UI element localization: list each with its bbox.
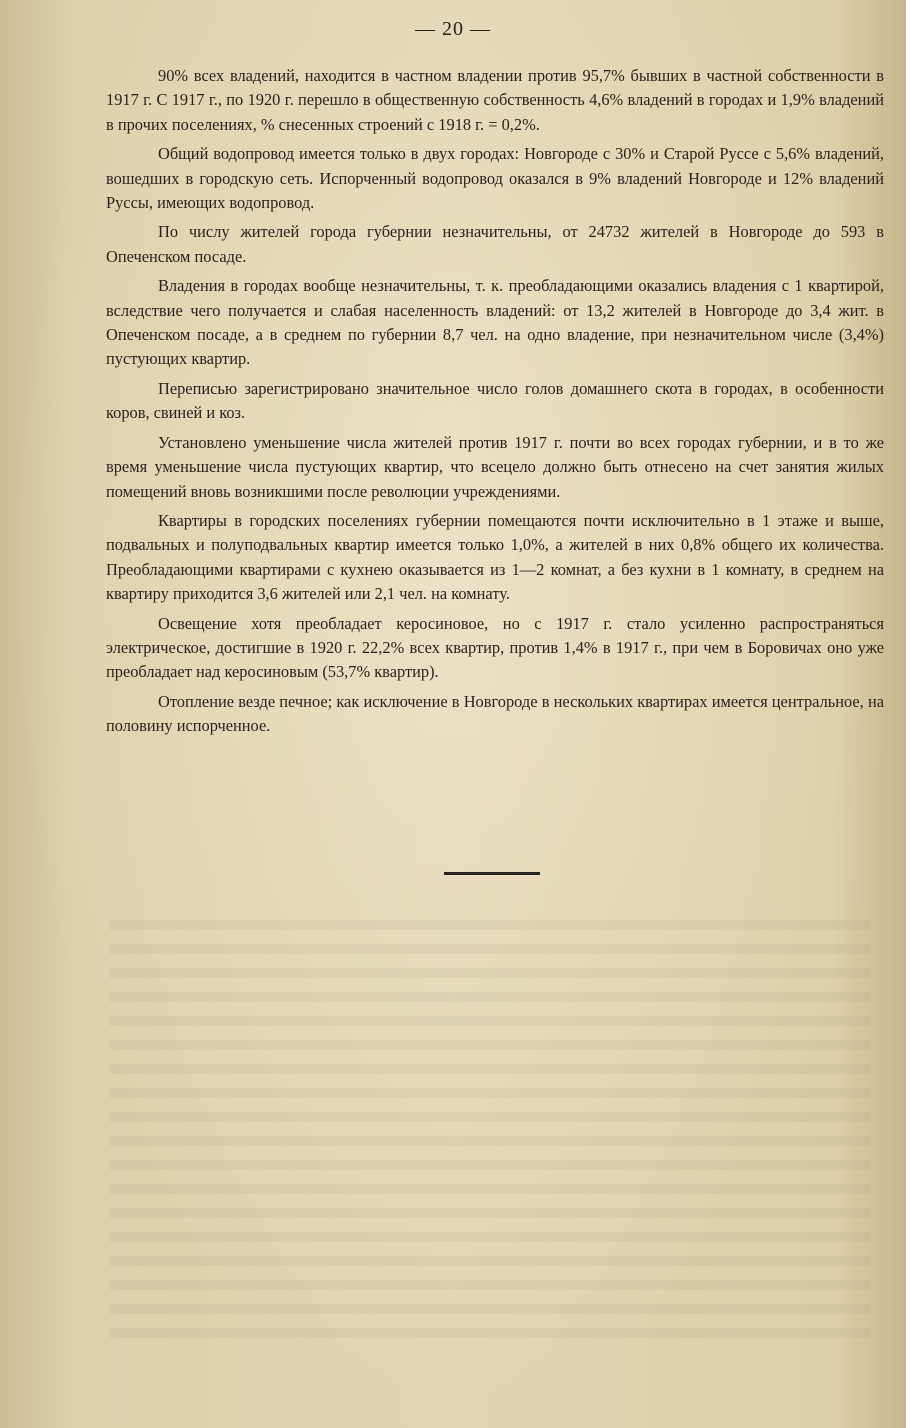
paragraph-decrease: Установлено уменьшение числа жителей против 1917 г. почти во всех городах губернии, и в то же время уменьшение числа пустующих квартир, что всецело должно быть отнесено на счет занятия жилых помещений вновь возникшими после революции учреждениями. — [106, 432, 884, 501]
paragraph-lighting: Освещение хотя преобладает керосиновое, но с 1917 г. стало усиленно распространяться электрическое, достигшие в 1920 г. 22,2% всех квартир, против 1,4% в 1917 г., при чем в Боровичах оно уже преобладает над керосиновым (53,7% квартир). — [106, 613, 884, 682]
paragraph-water-supply: Общий водопровод имеется только в двух городах: Новгороде с 30% и Старой Руссе с 5,6% владений, вошедших в городскую сеть. Испорченный водопровод оказался в 9% владений Новгороде и 12% владений Руссы, имеющих водопровод. — [106, 144, 884, 213]
paragraph-holdings: Владения в городах вообще незначительны, т. к. преобладающими оказались владения с 1 квартирой, вследствие чего получается и слабая населенность владений: от 13,2 жителей в Новгороде до 3,4 жит. в Опеченском посаде, а в среднем по губернии 8,7 чел. на одно владение, при незначительном числе (3,4%) пустующих квартир. — [106, 276, 884, 369]
paragraph-livestock: Переписью зарегистрировано значительное число голов домашнего скота в городах, в особенности коров, свиней и коз. — [106, 378, 884, 423]
body-text — [106, 64, 884, 744]
section-divider-rule — [444, 872, 540, 875]
paragraph-heating: Отопление везде печное; как исключение в Новгороде в нескольких квартирах имеется центральное, на половину испорченное. — [106, 691, 884, 736]
paragraph-population: По числу жителей города губернии незначительны, от 24732 жителей в Новгороде до 593 в Опеченском посаде. — [106, 222, 884, 266]
page-number: — 20 — — [415, 18, 491, 40]
show-through-texture — [110, 920, 870, 1340]
paragraph-apartments: Квартиры в городских поселениях губернии помещаются почти исключительно в 1 этаже и выше, подвальных и полуподвальных квартир имеется только 1,0%, а жителей в них 0,8% общего их количества. Преобладающими квартирами с кухнею оказывается из 1—2 комнат, а без кухни в 1 комнату, в среднем на квартиру приходится 3,6 жителей или 2,1 чел. на комнату. — [106, 510, 884, 604]
paragraph-ownership: 90% всех владений, находится в частном владении против 95,7% бывших в частной собственности в 1917 г. С 1917 г., по 1920 г. перешло в общественную собственность 4,6% владений в городах и 1,9% владений в прочих поселениях, % снесенных строений с 1918 г. = 0,2%. — [106, 66, 884, 134]
